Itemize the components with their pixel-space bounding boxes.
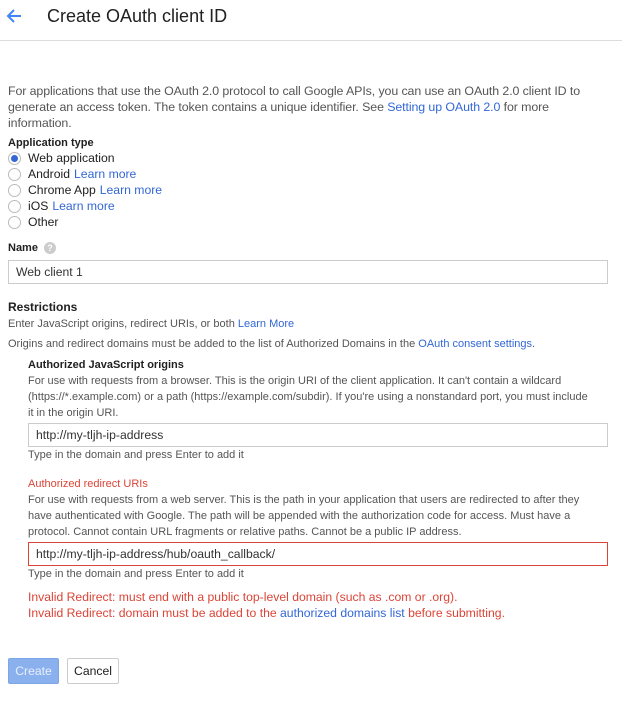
create-button[interactable]: Create: [8, 658, 59, 684]
period: .: [532, 338, 536, 350]
radio-label: Android: [28, 167, 71, 181]
arrow-left-icon[interactable]: [4, 6, 24, 26]
learn-more-link[interactable]: Learn More: [237, 318, 295, 330]
authorized-domains-list-link[interactable]: authorized domains list: [280, 606, 405, 620]
radio-button[interactable]: [8, 168, 21, 181]
cancel-button[interactable]: Cancel: [67, 658, 119, 684]
radio-web-application[interactable]: [8, 150, 162, 166]
redirect-uris-description: For use with requests from a web server. This is the path in your application that users are redirected to after they have authenticated with Google. The path will be appended with the authorization code for access. Must have a protocol. Cannot contain URL fragments or relative paths. Cannot be a public IP address.: [28, 494, 580, 538]
radio-other[interactable]: [8, 214, 162, 230]
intro-suffix: for more information.: [8, 100, 549, 130]
error-tld: Invalid Redirect: must end with a public top-level domain (such as .com or .org).: [28, 590, 458, 604]
android-learn-more-link[interactable]: Learn more: [74, 167, 137, 181]
chrome-app-learn-more-link[interactable]: Learn more: [99, 183, 163, 197]
radio-label: Chrome App: [28, 183, 96, 197]
page-title: Create OAuth client ID: [47, 6, 228, 26]
error-text: before submitting.: [404, 606, 505, 620]
error-text: Invalid Redirect: domain must be added to the: [28, 606, 281, 620]
radio-label: Web application: [28, 151, 115, 165]
radio-button[interactable]: [8, 184, 21, 197]
application-type-radio-group: [8, 150, 162, 230]
question-circle-icon[interactable]: ?: [44, 242, 56, 254]
restrictions-text: Enter JavaScript origins, redirect URIs, or both: [8, 318, 238, 330]
restrictions-text: Origins and redirect domains must be added to the list of Authorized Domains in the: [8, 338, 419, 350]
radio-button[interactable]: [8, 200, 21, 213]
ios-learn-more-link[interactable]: Learn more: [52, 199, 115, 213]
error-authorized-domain: [28, 605, 505, 621]
radio-android[interactable]: [8, 166, 162, 182]
header-divider: [0, 40, 622, 41]
restrictions-title: Restrictions: [8, 300, 78, 314]
radio-label: iOS: [28, 199, 49, 213]
radio-button[interactable]: [8, 152, 21, 165]
restrictions-line1: [8, 316, 294, 332]
redirect-uris-title: Authorized redirect URIs: [28, 478, 148, 490]
intro-body: For applications that use the OAuth 2.0 protocol to call Google APIs, you can use an OAuth 2.0 client ID to generate an access token. The token contains a unique identifier. See: [8, 84, 580, 114]
name-input[interactable]: Web client 1: [8, 260, 608, 284]
js-origins-hint: Type in the domain and press Enter to add it: [28, 449, 244, 461]
setting-up-oauth-link[interactable]: Setting up OAuth 2.0: [387, 100, 501, 114]
oauth-consent-settings-link[interactable]: OAuth consent settings: [418, 338, 533, 350]
radio-ios[interactable]: [8, 198, 162, 214]
redirect-uris-input[interactable]: http://my-tljh-ip-address/hub/oauth_callback/: [28, 542, 608, 566]
redirect-uris-hint: Type in the domain and press Enter to add it: [28, 568, 244, 580]
js-origins-title: Authorized JavaScript origins: [28, 359, 184, 371]
name-label-text: Name: [8, 242, 38, 254]
name-label: [8, 242, 56, 254]
radio-label: Other: [28, 215, 59, 229]
js-origins-input[interactable]: http://my-tljh-ip-address: [28, 423, 608, 447]
intro-text: [8, 83, 608, 131]
application-type-label: Application type: [8, 137, 94, 149]
restrictions-line2: [8, 336, 535, 352]
radio-button[interactable]: [8, 216, 21, 229]
radio-chrome-app[interactable]: [8, 182, 162, 198]
js-origins-description: For use with requests from a browser. This is the origin URI of the client application. It can't contain a wildcard (https://*.example.com) or a path (https://example.com/subdir). If you're using a nonstandard port, you must include it in the origin URI.: [28, 375, 588, 419]
